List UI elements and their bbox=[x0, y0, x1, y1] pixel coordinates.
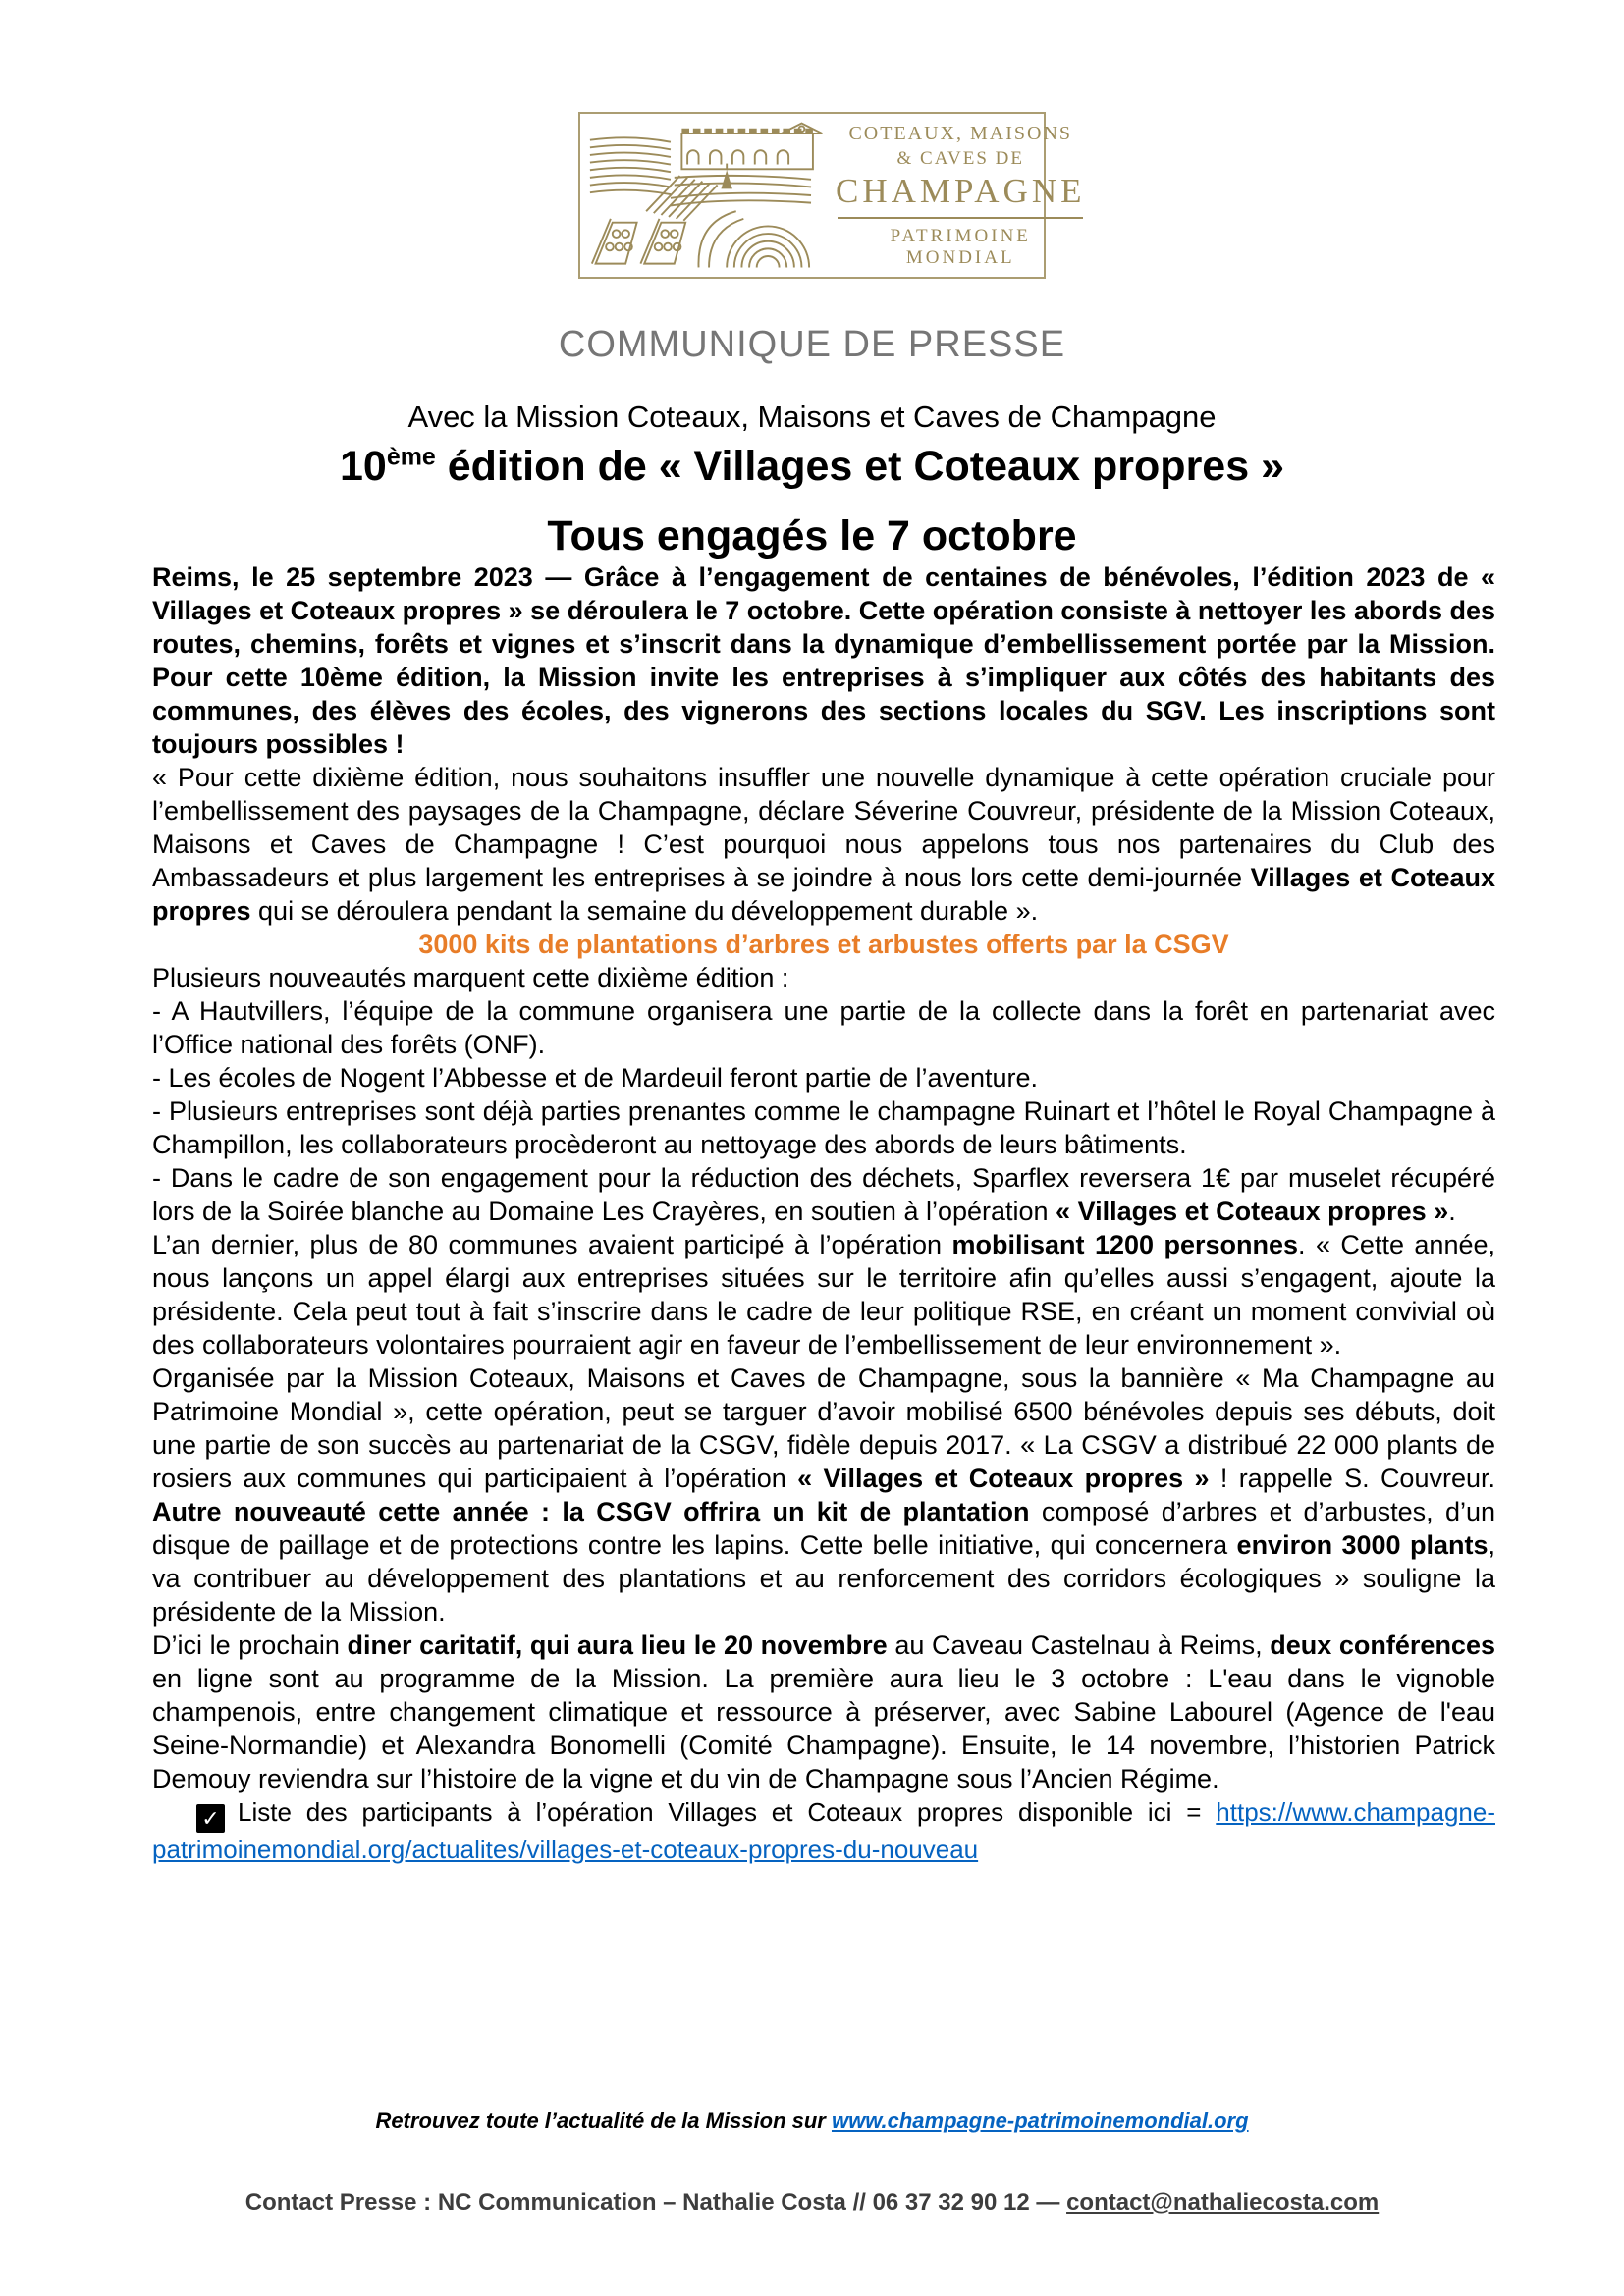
list-intro: Plusieurs nouveautés marquent cette dixième édition : bbox=[152, 963, 789, 992]
quote-paragraph: « Pour cette dixième édition, nous souhaitons insuffler une nouvelle dynamique à cette opération cruciale pour l’embellissement des paysages de la Champagne, déclare Séverine Couvreur, présidente de la Mission Coteaux, Maisons et Caves de Champagne ! C’est pourquoi nous appelons tous nos partenaires du Club des Ambassadeurs et plus largement les entreprises à se joindre à nous lors cette demi-journée Villages et Coteaux propres qui se déroulera pendant la semaine du développement durable ». bbox=[152, 763, 1495, 926]
participants-text: Liste des participants à l’opération Villages et Coteaux propres disponible ici = https://www.champagne-patrimoinemondial.org/actualites/villages-et-coteaux-propres-du-nouveau bbox=[152, 1797, 1495, 1864]
title-main-line2: Tous engagés le 7 octobre bbox=[547, 512, 1077, 560]
champagne-logo bbox=[578, 112, 1086, 279]
hyperlink[interactable]: https://www.champagne-patrimoinemondial.org/actualites/villages-et-coteaux-propres-du-nouveau bbox=[152, 1797, 1495, 1864]
lead-paragraph: Reims, le 25 septembre 2023 — Grâce à l’engagement de centaines de bénévoles, l’édition 2023 de « Villages et Coteaux propres » se déroulera le 7 octobre. Cette opération consiste à nettoyer les abords des routes, chemins, forêts et vignes et s’inscrit dans la dynamique d’embellissement portée par la Mission. Pour cette 10ème édition, la Mission invite les entreprises à s’impliquer aux côtés des habitants des communes, des élèves des écoles, des vignerons des sections locales du SGV. Les inscriptions sont toujours possibles ! bbox=[152, 562, 1495, 759]
hyperlink[interactable]: www.champagne-patrimoinemondial.org bbox=[831, 2109, 1249, 2133]
bullet-sparflex: - Dans le cadre de son engagement pour la réduction des déchets, Sparflex reversera 1€ par muselet récupéré lors de la Soirée blanche au Domaine Les Crayères, en soutien à l’opération « Villages et Coteaux propres ». bbox=[152, 1163, 1495, 1226]
title-subtitle: Avec la Mission Coteaux, Maisons et Caves de Champagne bbox=[407, 400, 1217, 434]
hyperlink[interactable]: contact@nathaliecosta.com bbox=[1066, 2189, 1380, 2216]
bullet-entreprises: - Plusieurs entreprises sont déjà parties prenantes comme le champagne Ruinart et l’hôtel le Royal Champagne à Champillon, les collaborateurs procèderont au nettoyage des abords de leurs bâtiments. bbox=[152, 1096, 1495, 1159]
participants-note bbox=[152, 1795, 1495, 1866]
logo-line-patrimoine-mondial: PATRIMOINE MONDIAL bbox=[890, 225, 1031, 268]
bullet-ecoles: - Les écoles de Nogent l’Abbesse et de Mardeuil feront partie de l’aventure. bbox=[152, 1063, 1039, 1093]
orange-subheading: 3000 kits de plantations d’arbres et arbustes offerts par la CSGV bbox=[418, 930, 1229, 959]
vineyard-cellars-illustration bbox=[588, 121, 832, 270]
paragraph-organisee: Organisée par la Mission Coteaux, Maisons et Caves de Champagne, sous la bannière « Ma Champagne au Patrimoine Mondial », cette opération, peut se targuer d’avoir mobilisé 6500 bénévoles depuis ses débuts, doit une partie de son succès au partenariat de la CSGV, fidèle depuis 2017. « La CSGV a distribué 22 000 plants de rosiers aux communes qui participaient à l’opération « Villages et Coteaux propres » ! rappelle S. Couvreur. Autre nouveauté cette année : la CSGV offrira un kit de plantation composé d’arbres et d’arbustes, d’un disque de paillage et de protections contre les lapins. Cette belle initiative, qui concernera environ 3000 plants, va contribuer au développement des plantations et au renforcement des corridors écologiques » souligne la présidente de la Mission. bbox=[152, 1363, 1495, 1627]
footer-news-line: Retrouvez toute l’actualité de la Mission sur www.champagne-patrimoinemondial.org bbox=[375, 2109, 1249, 2133]
paragraph-agenda: D’ici le prochain diner caritatif, qui aura lieu le 20 novembre au Caveau Castelnau à Reims, deux conférences en ligne sont au programme de la Mission. La première aura lieu le 3 octobre : L'eau dans le vignoble champenois, entre changement climatique et ressource à préserver, avec Sabine Labourel (Agence de l'eau Seine-Normandie) et Alexandra Bonomelli (Comité Champagne). Ensuite, le 14 novembre, l’historien Patrick Demouy reviendra sur l’histoire de la vigne et du vin de Champagne sous l’Ancien Régime. bbox=[152, 1630, 1495, 1793]
document-type-heading: COMMUNIQUE DE PRESSE bbox=[558, 324, 1066, 365]
press-contact-line: Contact Presse : NC Communication – Nathalie Costa // 06 37 32 90 12 — contact@nathaliecosta.com bbox=[244, 2189, 1380, 2216]
logo-line-caves-de: & CAVES DE bbox=[896, 147, 1024, 169]
logo-line-coteaux-maisons: COTEAUX, MAISONS bbox=[848, 122, 1073, 144]
paragraph-lan-dernier: L’an dernier, plus de 80 communes avaient participé à l’opération mobilisant 1200 personnes. « Cette année, nous lançons un appel élargi aux entreprises situées sur le territoire afin qu’elles aussi s’engagent, ajoute la présidente. Cela peut tout à fait s’inscrire dans le cadre de leur politique RSE, en créant un moment convivial où des collaborateurs volontaires pourraient agir en faveur de l’embellissement de leur environnement ». bbox=[152, 1230, 1496, 1360]
checkbox-icon: ✓ bbox=[196, 1804, 225, 1833]
logo-line-champagne: CHAMPAGNE bbox=[836, 171, 1086, 210]
bullet-hautvillers: - A Hautvillers, l’équipe de la commune organisera une partie de la collecte dans la forêt en partenariat avec l’Office national des forêts (ONF). bbox=[152, 996, 1495, 1059]
logo-divider bbox=[838, 217, 1083, 219]
logo-text bbox=[836, 123, 1085, 269]
title-main-line1: 10ème édition de « Villages et Coteaux propres » bbox=[339, 443, 1284, 490]
